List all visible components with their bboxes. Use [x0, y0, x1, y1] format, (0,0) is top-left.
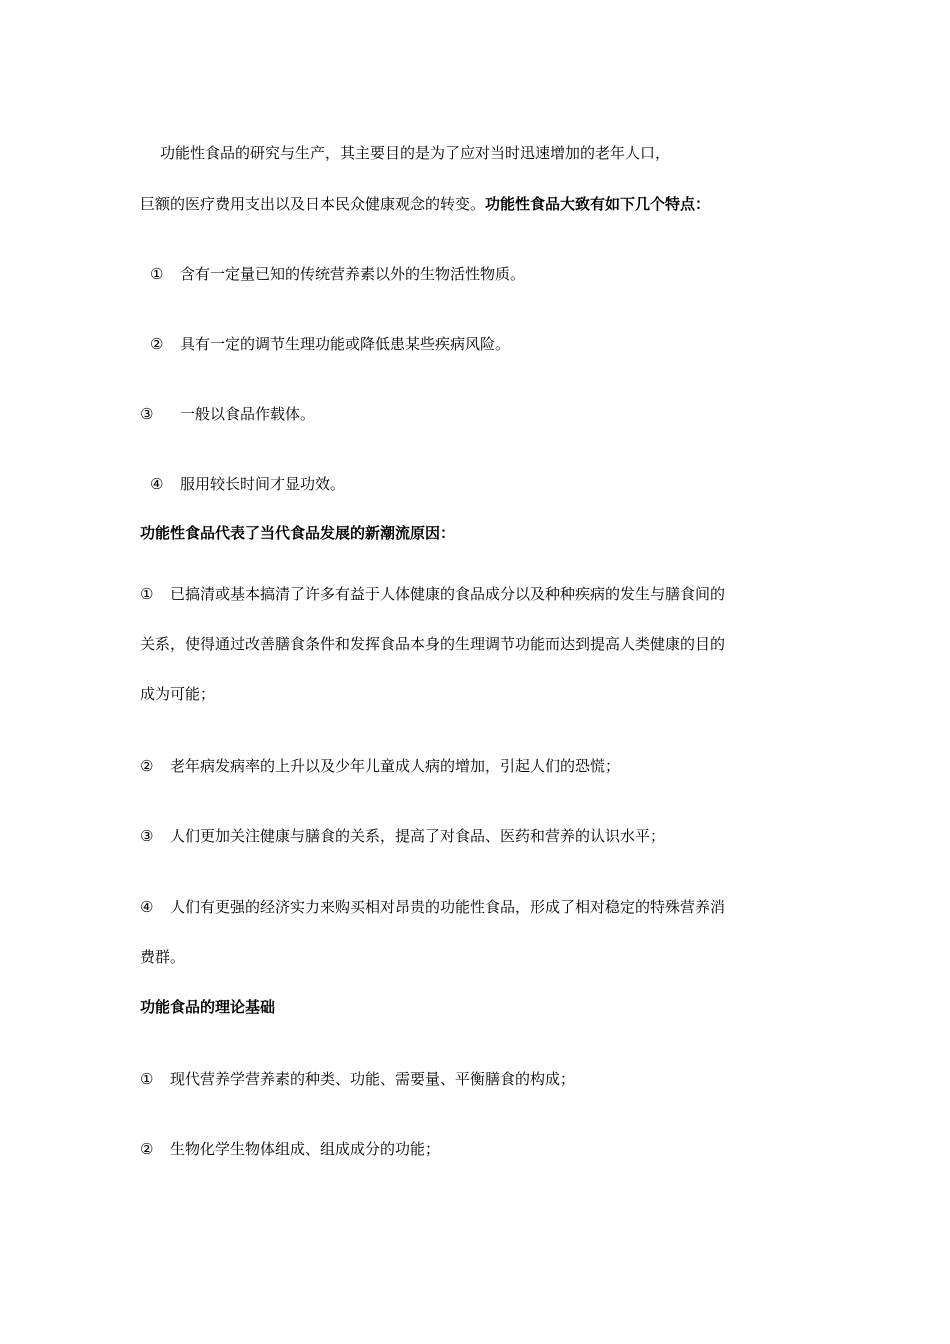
feature-number: ①: [150, 265, 164, 283]
intro-text-2: 巨额的医疗费用支出以及日本民众健康观念的转变。: [140, 195, 486, 213]
reason-item-1-cont: [140, 634, 725, 654]
feature-number: ③: [140, 405, 154, 423]
reason-text: 成为可能；: [140, 685, 216, 703]
reason-item-3: [140, 826, 665, 846]
reason-text: 关系，使得通过改善膳食条件和发挥食品本身的生理调节功能而达到提高人类健康的目的: [140, 635, 726, 653]
feature-text: 服用较长时间才显功效。: [180, 475, 346, 493]
theory-text: 生物化学生物体组成、组成成分的功能；: [170, 1140, 441, 1158]
reason-number: ④: [140, 898, 154, 916]
feature-number: ④: [150, 475, 164, 493]
feature-text: 含有一定量已知的传统营养素以外的生物活性物质。: [180, 265, 526, 283]
feature-number: ②: [150, 335, 164, 353]
feature-text: 一般以食品作载体。: [180, 405, 316, 423]
reason-item-1: [140, 584, 725, 604]
reason-item-1-cont: [140, 684, 215, 704]
theory-number: ①: [140, 1070, 154, 1088]
reason-item-2: [140, 756, 620, 776]
theory-number: ②: [140, 1140, 154, 1158]
theory-text: 现代营养学营养素的种类、功能、需要量、平衡膳食的构成；: [170, 1070, 576, 1088]
intro-text-1: 功能性食品的研究与生产，其主要目的是为了应对当时迅速增加的老年人口，: [160, 144, 671, 162]
feature-item-3: [140, 404, 315, 424]
theory-item-2: [140, 1139, 440, 1159]
intro-line-1: [160, 143, 670, 163]
reason-number: ②: [140, 757, 154, 775]
feature-item-4: [150, 474, 345, 494]
feature-item-1: [150, 264, 525, 284]
reason-text: 已搞清或基本搞清了许多有益于人体健康的食品成分以及种种疾病的发生与膳食间的: [170, 585, 726, 603]
reason-number: ①: [140, 585, 154, 603]
feature-item-2: [150, 334, 510, 354]
reason-text: 人们更加关注健康与膳食的关系，提高了对食品、医药和营养的认识水平；: [170, 827, 666, 845]
section3-heading: 功能食品的理论基础: [140, 998, 276, 1016]
reason-text: 人们有更强的经济实力来购买相对昂贵的功能性食品，形成了相对稳定的特殊营养消: [170, 898, 726, 916]
feature-text: 具有一定的调节生理功能或降低患某些疾病风险。: [180, 335, 511, 353]
reason-number: ③: [140, 827, 154, 845]
intro-line-2: [140, 194, 710, 214]
reason-item-4-cont: [140, 947, 185, 967]
reason-text: 老年病发病率的上升以及少年儿童成人病的增加，引起人们的恐慌；: [170, 757, 621, 775]
theory-item-1: [140, 1069, 575, 1089]
section2-heading: 功能性食品代表了当代食品发展的新潮流原因：: [140, 524, 456, 542]
reason-item-4: [140, 897, 725, 917]
features-heading: 功能性食品大致有如下几个特点：: [485, 195, 711, 213]
reason-text: 费群。: [140, 948, 186, 966]
